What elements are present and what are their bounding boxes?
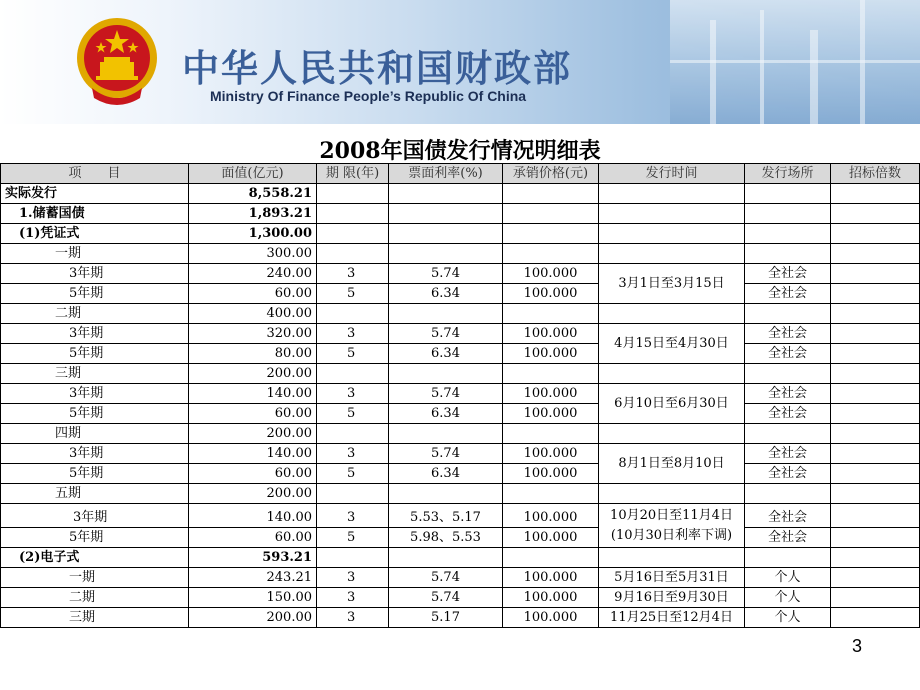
- rate-cell: 5.17: [389, 608, 503, 628]
- issue-time-note: (10月30日利率下调): [610, 527, 733, 543]
- place-cell: 全社会: [745, 504, 831, 528]
- table-row: [1, 464, 920, 484]
- table-row: [1, 304, 920, 324]
- header-banner: [0, 0, 920, 124]
- price-cell: 100.000: [503, 568, 599, 588]
- value-cell: 200.00: [189, 484, 317, 504]
- table-row: [1, 244, 920, 264]
- item-cell: 3年期: [1, 504, 189, 528]
- issue-time-cell: 4月15日至4月30日: [599, 324, 745, 364]
- issue-time-line: 10月20日至11月4日: [610, 507, 733, 523]
- rate-cell: 5.74: [389, 444, 503, 464]
- value-cell: 140.00: [189, 444, 317, 464]
- item-cell: 实际发行: [1, 184, 189, 204]
- place-cell: 全社会: [745, 464, 831, 484]
- table-row: [1, 364, 920, 384]
- table-row: [1, 404, 920, 424]
- place-cell: 个人: [745, 568, 831, 588]
- item-cell: 5年期: [1, 464, 189, 484]
- issue-time-cell: 8月1日至8月10日: [599, 444, 745, 484]
- issue-time-cell: 6月10日至6月30日: [599, 384, 745, 424]
- item-cell: 一期: [1, 244, 189, 264]
- column-header: 期 限(年): [317, 164, 389, 184]
- rate-cell: 6.34: [389, 464, 503, 484]
- rate-cell: 5.74: [389, 384, 503, 404]
- value-cell: 320.00: [189, 324, 317, 344]
- item-cell: 5年期: [1, 284, 189, 304]
- national-emblem-icon: [74, 12, 160, 112]
- item-cell: 5年期: [1, 344, 189, 364]
- term-cell: 3: [317, 568, 389, 588]
- rate-cell: 6.34: [389, 344, 503, 364]
- table-row: [1, 588, 920, 608]
- building-image: [670, 0, 920, 124]
- value-cell: 60.00: [189, 528, 317, 548]
- item-cell: 二期: [1, 304, 189, 324]
- issue-time-cell: 5月16日至5月31日: [599, 568, 745, 588]
- price-cell: 100.000: [503, 384, 599, 404]
- item-cell: 1.储蓄国债: [1, 204, 189, 224]
- place-cell: 个人: [745, 588, 831, 608]
- issue-time-cell: [599, 504, 745, 548]
- item-cell: 5年期: [1, 528, 189, 548]
- ministry-subtitle: Ministry Of Finance People’s Republic Of China: [210, 88, 527, 104]
- value-cell: 200.00: [189, 608, 317, 628]
- place-cell: 全社会: [745, 444, 831, 464]
- table-row: [1, 568, 920, 588]
- value-cell: 400.00: [189, 304, 317, 324]
- place-cell: 全社会: [745, 528, 831, 548]
- term-cell: 5: [317, 284, 389, 304]
- price-cell: 100.000: [503, 324, 599, 344]
- value-cell: 150.00: [189, 588, 317, 608]
- ministry-title: 中华人民共和国财政部: [182, 47, 572, 90]
- sheet-title: 2008年国债发行情况明细表: [319, 138, 601, 164]
- price-cell: 100.000: [503, 444, 599, 464]
- item-cell: 3年期: [1, 444, 189, 464]
- place-cell: 个人: [745, 608, 831, 628]
- term-cell: 5: [317, 464, 389, 484]
- column-header: 项 目: [1, 164, 189, 184]
- place-cell: 全社会: [745, 344, 831, 364]
- price-cell: 100.000: [503, 464, 599, 484]
- column-header: 发行时间: [599, 164, 745, 184]
- table-row: [1, 284, 920, 304]
- rate-cell: 5.74: [389, 264, 503, 284]
- page-number: 3: [851, 636, 862, 656]
- column-header: 承销价格(元): [503, 164, 599, 184]
- value-cell: 60.00: [189, 464, 317, 484]
- item-cell: 3年期: [1, 324, 189, 344]
- term-cell: 5: [317, 528, 389, 548]
- value-cell: 140.00: [189, 504, 317, 528]
- value-cell: 200.00: [189, 424, 317, 444]
- price-cell: 100.000: [503, 608, 599, 628]
- price-cell: 100.000: [503, 344, 599, 364]
- rate-cell: 5.74: [389, 324, 503, 344]
- value-cell: 1,300.00: [189, 224, 317, 244]
- table-row: [1, 548, 920, 568]
- table-row: [1, 528, 920, 548]
- bond-issuance-table: [0, 163, 920, 628]
- term-cell: 3: [317, 608, 389, 628]
- column-header: 招标倍数: [831, 164, 920, 184]
- value-cell: 593.21: [189, 548, 317, 568]
- issue-time-cell: 3月1日至3月15日: [599, 264, 745, 304]
- price-cell: 100.000: [503, 264, 599, 284]
- item-cell: 四期: [1, 424, 189, 444]
- table-row: [1, 204, 920, 224]
- value-cell: 200.00: [189, 364, 317, 384]
- place-cell: 全社会: [745, 284, 831, 304]
- issue-time-cell: 11月25日至12月4日: [599, 608, 745, 628]
- item-cell: 二期: [1, 588, 189, 608]
- column-header: 面值(亿元): [189, 164, 317, 184]
- place-cell: 全社会: [745, 264, 831, 284]
- price-cell: 100.000: [503, 284, 599, 304]
- item-cell: (1)凭证式: [1, 224, 189, 244]
- value-cell: 140.00: [189, 384, 317, 404]
- table-header-row: [1, 164, 920, 184]
- term-cell: 3: [317, 504, 389, 528]
- term-cell: 3: [317, 264, 389, 284]
- price-cell: 100.000: [503, 404, 599, 424]
- item-cell: 一期: [1, 568, 189, 588]
- term-cell: 3: [317, 384, 389, 404]
- item-cell: 3年期: [1, 384, 189, 404]
- value-cell: 8,558.21: [189, 184, 317, 204]
- price-cell: 100.000: [503, 588, 599, 608]
- item-cell: 3年期: [1, 264, 189, 284]
- rate-cell: 5.98、5.53: [389, 528, 503, 548]
- table-row: [1, 224, 920, 244]
- item-cell: 三期: [1, 608, 189, 628]
- place-cell: 全社会: [745, 404, 831, 424]
- term-cell: 5: [317, 344, 389, 364]
- value-cell: 240.00: [189, 264, 317, 284]
- rate-cell: 5.74: [389, 588, 503, 608]
- item-cell: 五期: [1, 484, 189, 504]
- term-cell: 3: [317, 588, 389, 608]
- term-cell: 3: [317, 324, 389, 344]
- item-cell: (2)电子式: [1, 548, 189, 568]
- rate-cell: 5.74: [389, 568, 503, 588]
- value-cell: 60.00: [189, 404, 317, 424]
- place-cell: 全社会: [745, 324, 831, 344]
- item-cell: 三期: [1, 364, 189, 384]
- value-cell: 1,893.21: [189, 204, 317, 224]
- issue-time-cell: 9月16日至9月30日: [599, 588, 745, 608]
- rate-cell: 6.34: [389, 284, 503, 304]
- column-header: 票面利率(%): [389, 164, 503, 184]
- table-row: [1, 184, 920, 204]
- table-row: [1, 444, 920, 464]
- rate-cell: 5.53、5.17: [389, 504, 503, 528]
- table-row: [1, 608, 920, 628]
- column-header: 发行场所: [745, 164, 831, 184]
- table-row: [1, 504, 920, 528]
- value-cell: 300.00: [189, 244, 317, 264]
- table-row: [1, 264, 920, 284]
- price-cell: 100.000: [503, 504, 599, 528]
- table-row: [1, 324, 920, 344]
- term-cell: 5: [317, 404, 389, 424]
- value-cell: 80.00: [189, 344, 317, 364]
- item-cell: 5年期: [1, 404, 189, 424]
- place-cell: 全社会: [745, 384, 831, 404]
- price-cell: 100.000: [503, 528, 599, 548]
- table-row: [1, 484, 920, 504]
- rate-cell: 6.34: [389, 404, 503, 424]
- value-cell: 60.00: [189, 284, 317, 304]
- table-row: [1, 344, 920, 364]
- term-cell: 3: [317, 444, 389, 464]
- table-row: [1, 384, 920, 404]
- table-row: [1, 424, 920, 444]
- value-cell: 243.21: [189, 568, 317, 588]
